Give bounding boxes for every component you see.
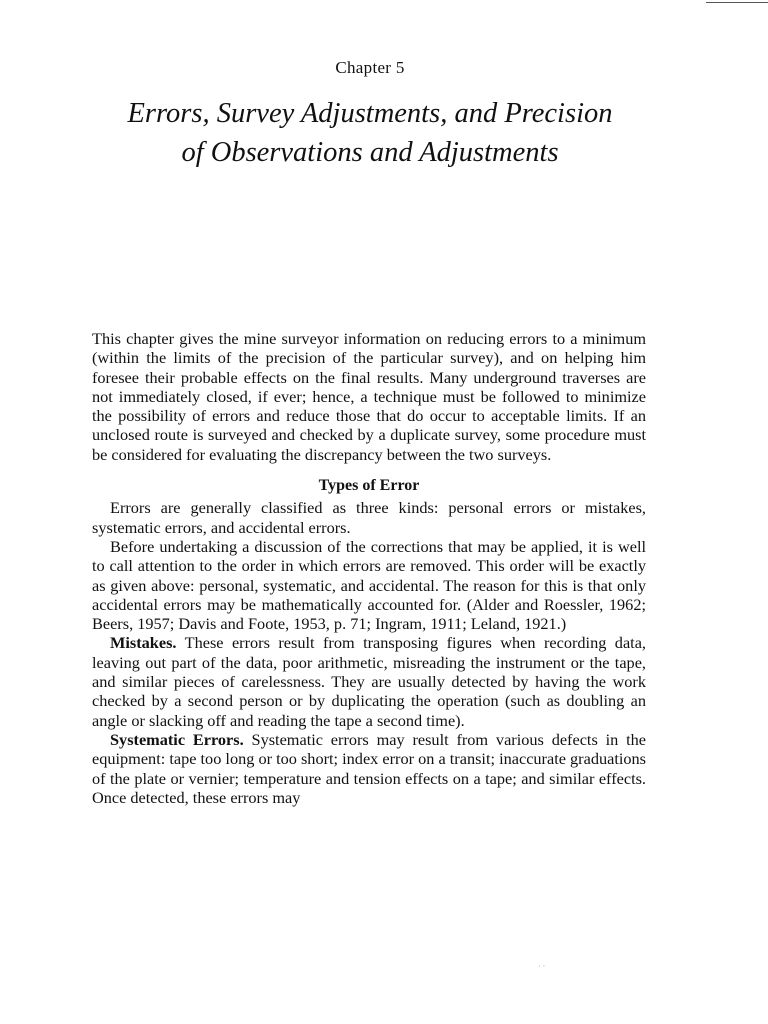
- systematic-run-in-heading: Systematic Errors.: [110, 729, 244, 749]
- paragraph-error-order: Before undertaking a discussion of the corrections that may be applied, it is well to call attention to the order in which errors are removed. This order will be exactly as given above: personal, systematic, and accidental. The reason for this is that only accidental errors may be mathematically accounted for. (Alder and Roessler, 1962; Beers, 1957; Davis and Foote, 1953, p. 71; Ingram, 1911; Leland, 1921.): [92, 536, 646, 634]
- paragraph-systematic-errors: [92, 730, 646, 807]
- chapter-label: Chapter 5: [335, 58, 405, 77]
- chapter-title-line-2: of Observations and Adjustments: [181, 137, 559, 168]
- systematic-text: Systematic errors may result from various defects in the equipment: tape too long or too short; index error on a transit; inaccurate graduations of the plate or vernier; temperature and tension effects on a tape; and similar effects. Once detected, these errors may: [92, 729, 647, 807]
- mistakes-run-in-heading: Mistakes.: [110, 633, 177, 653]
- paragraph-error-kinds: Errors are generally classified as three kinds: personal errors or mistakes, systematic errors, and accidental errors.: [92, 498, 646, 537]
- intro-paragraph: This chapter gives the mine surveyor information on reducing errors to a minimum (within the limits of the precision of the particular survey), and on helping him foresee their probable effects on the final results. Many underground traverses are not immediately closed, if ever; hence, a technique must be followed to minimize the possibility of errors and reduce those that do occur to acceptable limits. If an unclosed route is surveyed and checked by a duplicate survey, some procedure must be considered for evaluating the discrepancy between the two surveys.: [92, 329, 646, 464]
- chapter-title: [60, 94, 680, 172]
- page-edge-rule: [706, 2, 768, 3]
- section-heading: Types of Error: [318, 477, 420, 495]
- scan-speck: · ·: [538, 962, 546, 971]
- body-text: [92, 329, 646, 807]
- mistakes-text: These errors result from transposing figures when recording data, leaving out part of the data, poor arithmetic, misreading the instrument or the tape, and similar pieces of carelessness. They are usually detected by having the work checked by a second person or by duplicating the operation (such as doubling an angle or slacking off and reading the tape a second time).: [92, 633, 646, 730]
- chapter-title-line-1: Errors, Survey Adjustments, and Precision: [127, 98, 613, 129]
- paragraph-mistakes: [92, 633, 646, 729]
